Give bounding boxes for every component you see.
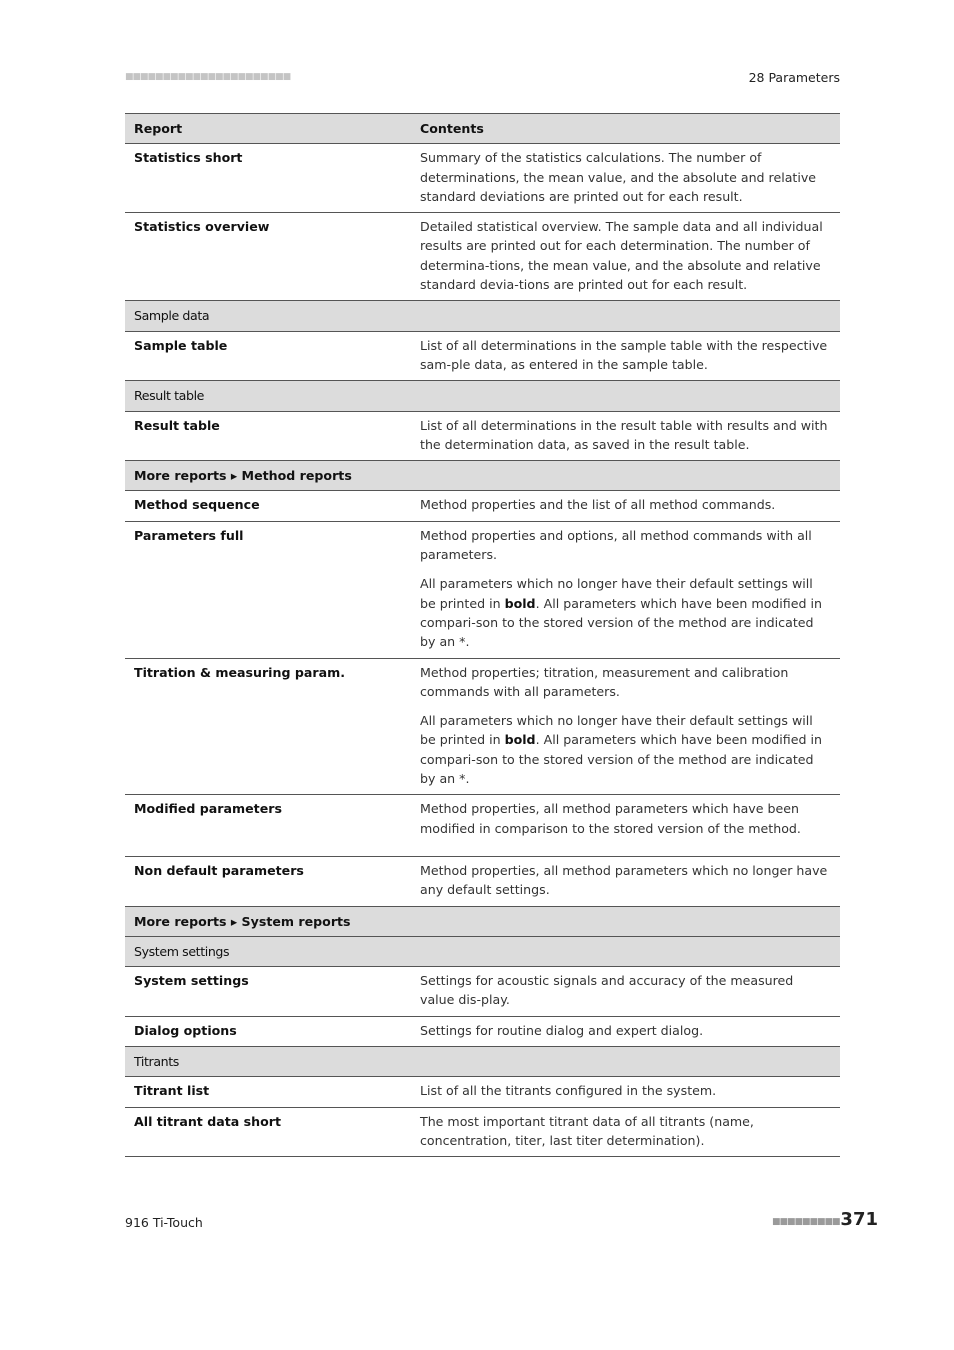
report-description: List of all determinations in the result table with results and with the determination data, as saved in the result table. bbox=[411, 411, 840, 461]
page-number: 371 bbox=[840, 1209, 878, 1230]
group-label: More reports ▸ Method reports bbox=[125, 461, 840, 491]
group-row bbox=[125, 1046, 840, 1076]
description-text: . All parameters which have been modified in compari-son to the stored version of the method are indicated by an *. bbox=[420, 595, 822, 650]
product-name: 916 Ti-Touch bbox=[125, 1215, 203, 1230]
description-paragraph: Method properties and options, all method commands with all parameters. bbox=[420, 527, 812, 563]
bold-word: bold bbox=[504, 595, 536, 611]
report-name: All titrant data short bbox=[125, 1107, 411, 1157]
table-row bbox=[125, 1016, 840, 1046]
report-description: Method properties, all method parameters which have been modified in comparison to the stored version of the method. bbox=[411, 795, 840, 857]
header-decoration: ■■■■■■■■■■■■■■■■■■■■■■ bbox=[125, 72, 291, 82]
parameters-table bbox=[125, 113, 840, 1157]
group-row bbox=[125, 301, 840, 331]
report-description: Summary of the statistics calculations. The number of determinations, the mean value, and the absolute and relative standard deviations are printed out for each result. bbox=[411, 144, 840, 213]
table-row bbox=[125, 967, 840, 1017]
report-description: The most important titrant data of all titrants (name, concentration, titer, last titer determination). bbox=[411, 1107, 840, 1157]
report-name: Method sequence bbox=[125, 491, 411, 521]
report-name: Statistics short bbox=[125, 144, 411, 213]
section-title: 28 Parameters bbox=[748, 70, 840, 85]
report-name: Parameters full bbox=[125, 521, 411, 658]
table-row bbox=[125, 144, 840, 213]
report-description: Detailed statistical overview. The sample data and all individual results are printed out for each determination. The number of determina-tions, the mean value, and the absolute and relative standard devia-tions are printed out for each result. bbox=[411, 213, 840, 301]
footer-decoration: ■■■■■■■■■ bbox=[772, 1217, 840, 1227]
table-row bbox=[125, 411, 840, 461]
table-header-row bbox=[125, 114, 840, 144]
group-label: Result table bbox=[125, 381, 840, 411]
report-description: List of all determinations in the sample table with the respective sam-ple data, as entered in the sample table. bbox=[411, 331, 840, 381]
report-name: Statistics overview bbox=[125, 213, 411, 301]
table-row bbox=[125, 521, 840, 658]
bold-word: bold bbox=[504, 732, 536, 748]
table-row bbox=[125, 213, 840, 301]
column-header-contents: Contents bbox=[411, 114, 840, 144]
report-description bbox=[411, 658, 840, 795]
group-row bbox=[125, 381, 840, 411]
group-row bbox=[125, 906, 840, 936]
report-name: System settings bbox=[125, 967, 411, 1017]
report-name: Non default parameters bbox=[125, 856, 411, 906]
report-name: Dialog options bbox=[125, 1016, 411, 1046]
report-description bbox=[411, 521, 840, 658]
table-row bbox=[125, 1107, 840, 1157]
table-row bbox=[125, 331, 840, 381]
report-name: Modified parameters bbox=[125, 795, 411, 857]
table-row bbox=[125, 491, 840, 521]
report-description: List of all the titrants configured in the system. bbox=[411, 1077, 840, 1107]
report-description: Settings for acoustic signals and accuracy of the measured value dis-play. bbox=[411, 967, 840, 1017]
report-name: Result table bbox=[125, 411, 411, 461]
report-name: Titration & measuring param. bbox=[125, 658, 411, 795]
report-name: Sample table bbox=[125, 331, 411, 381]
report-description: Settings for routine dialog and expert dialog. bbox=[411, 1016, 840, 1046]
table-row bbox=[125, 795, 840, 857]
report-name: Titrant list bbox=[125, 1077, 411, 1107]
group-row bbox=[125, 461, 840, 491]
description-paragraph bbox=[420, 574, 831, 651]
group-label: System settings bbox=[125, 936, 840, 966]
table-row bbox=[125, 1077, 840, 1107]
group-label: Titrants bbox=[125, 1046, 840, 1076]
description-text: All parameters which no longer have their default settings will be printed in bbox=[420, 576, 813, 611]
report-description: Method properties and the list of all method commands. bbox=[411, 491, 840, 521]
column-header-report: Report bbox=[125, 114, 411, 144]
group-label: Sample data bbox=[125, 301, 840, 331]
description-text: . All parameters which have been modified in compari-son to the stored version of the method are indicated by an *. bbox=[420, 732, 822, 787]
description-text: All parameters which no longer have their default settings will be printed in bbox=[420, 713, 813, 748]
description-paragraph bbox=[420, 711, 831, 788]
group-label: More reports ▸ System reports bbox=[125, 906, 840, 936]
report-description: Method properties, all method parameters which no longer have any default settings. bbox=[411, 856, 840, 906]
table-row bbox=[125, 658, 840, 795]
table-row bbox=[125, 856, 840, 906]
description-paragraph: Method properties; titration, measurement and calibration commands with all parameters. bbox=[420, 664, 789, 699]
group-row bbox=[125, 936, 840, 966]
